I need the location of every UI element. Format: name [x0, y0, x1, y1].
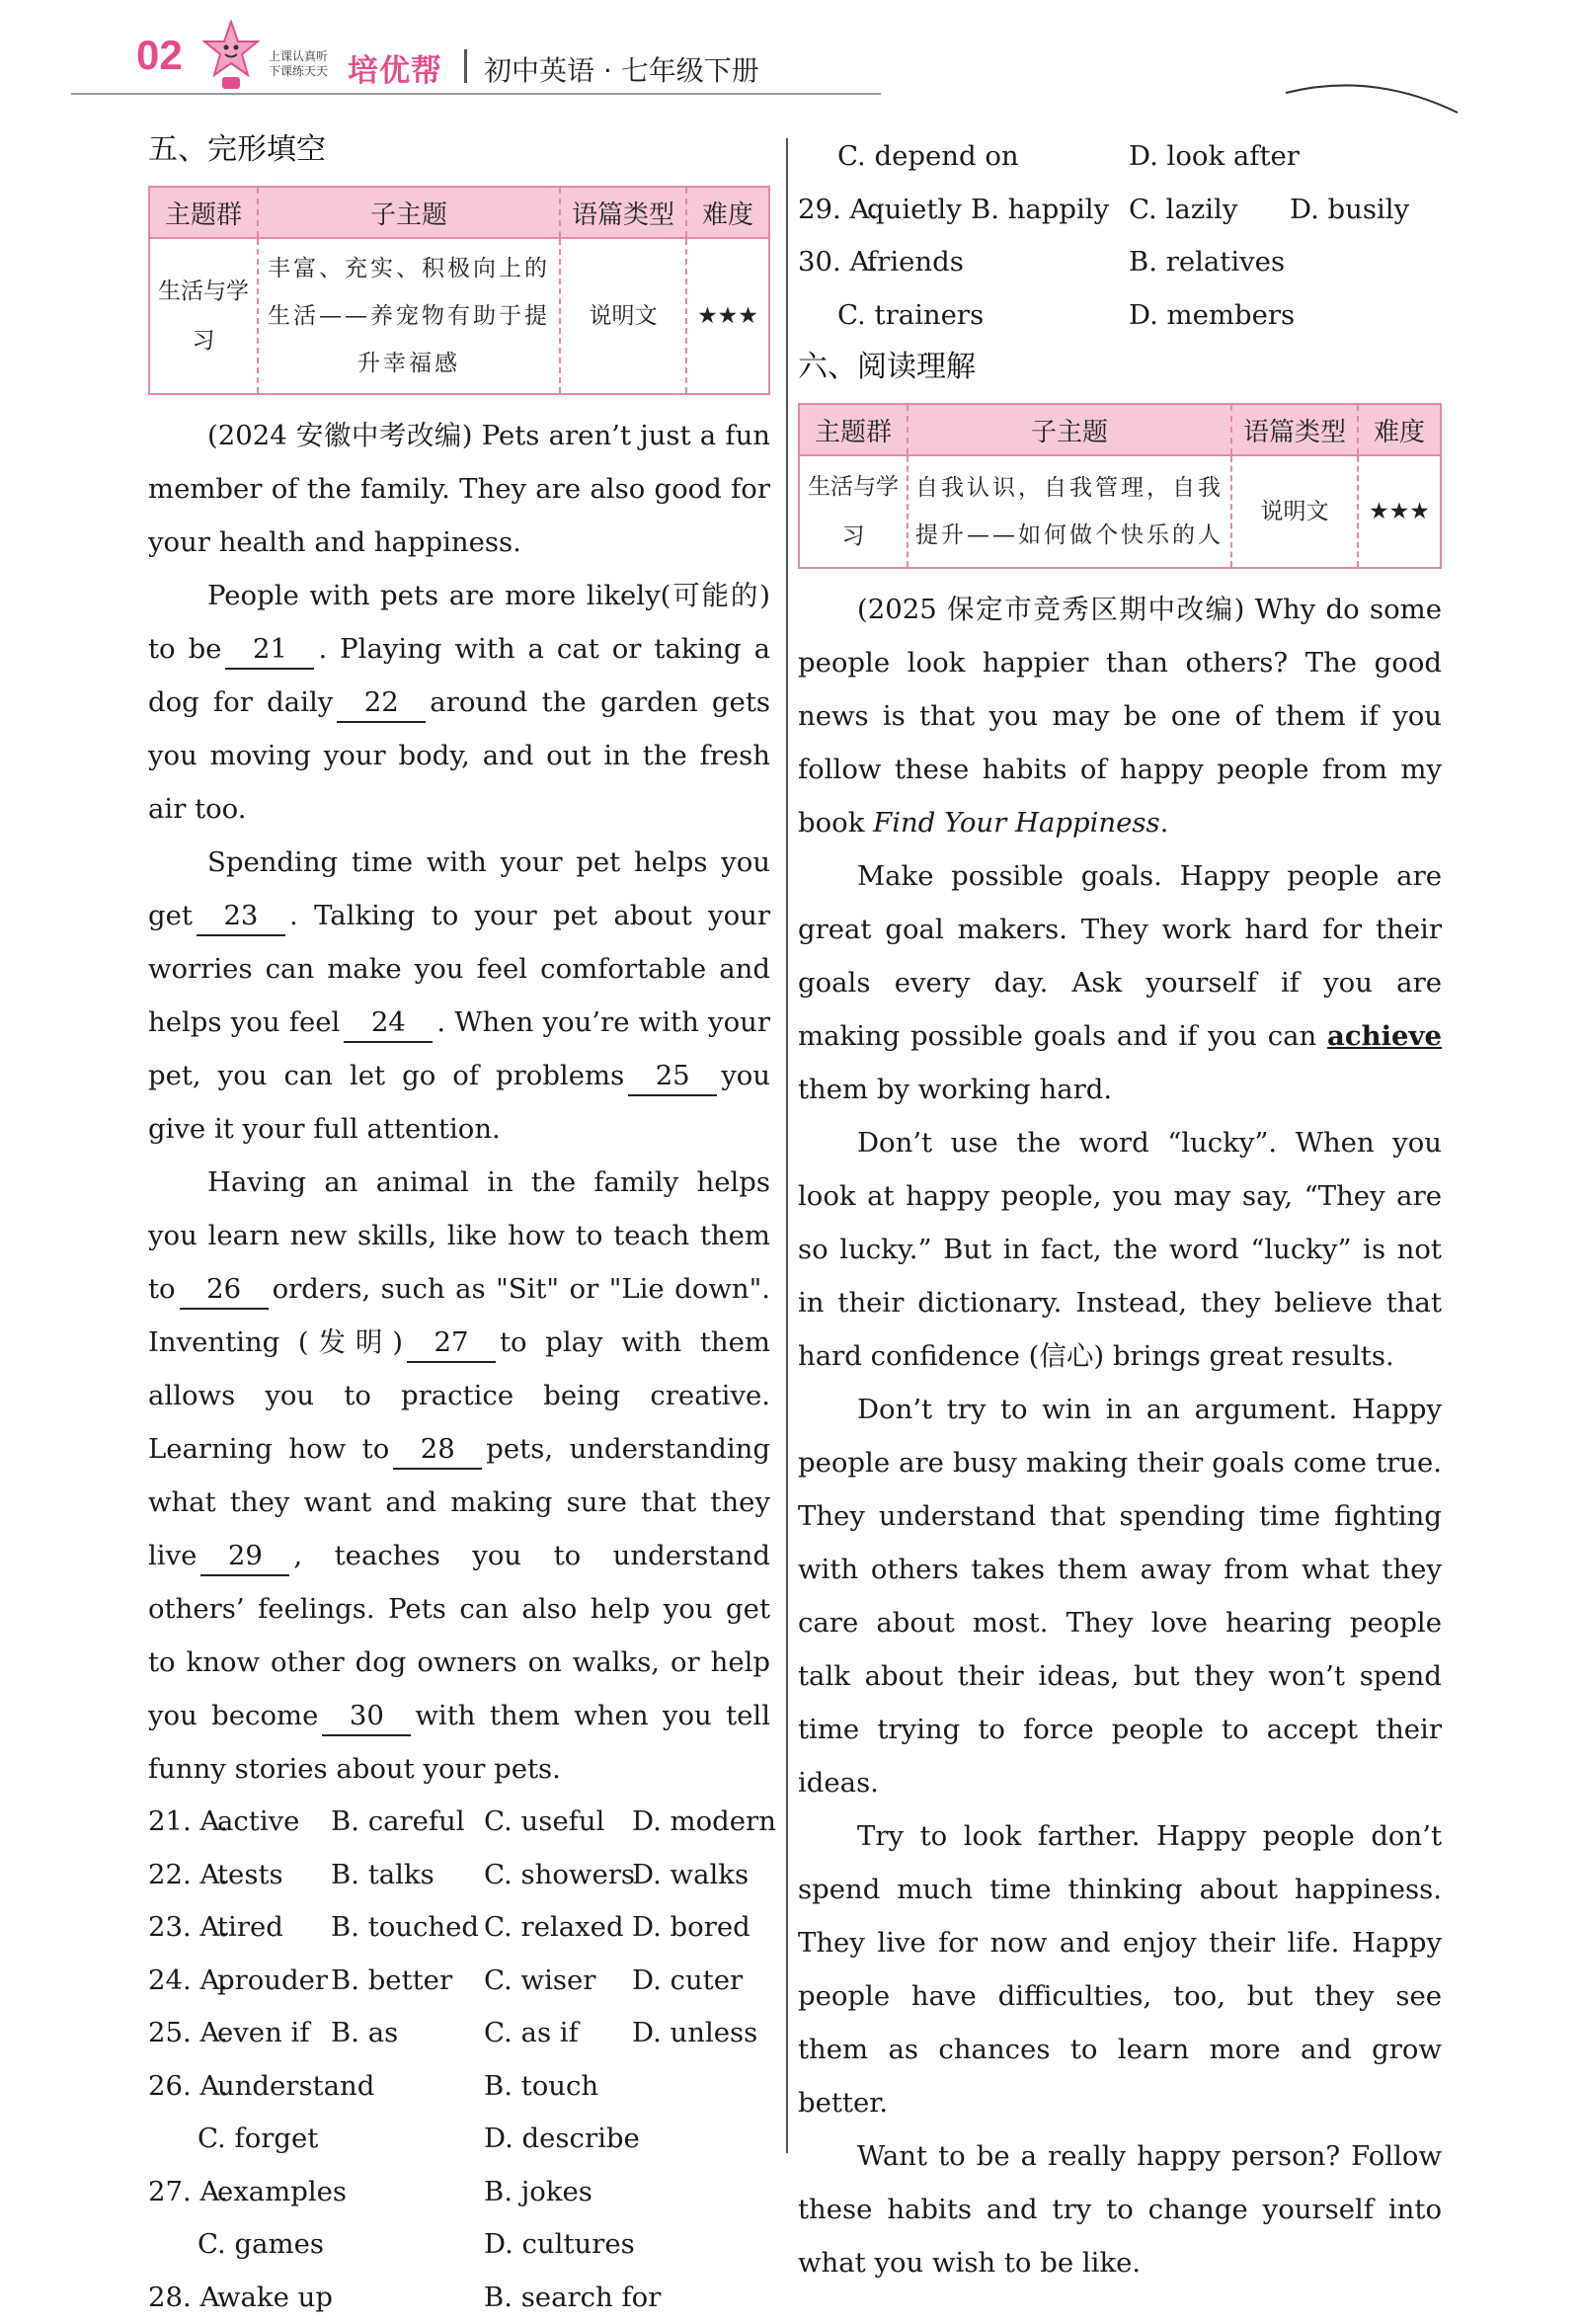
option[interactable]: C. showers [484, 1849, 635, 1902]
option-row: 26. A. understand B. touch [148, 2060, 770, 2114]
cloze-paragraph: People with pets are more likely(可能的) to be 21 . Playing with a cat or taking a dog for daily 22 around the garden gets you moving your body, and out in the fresh air too. [148, 569, 770, 836]
option[interactable]: understand [217, 2060, 374, 2114]
theme-group: 生活与学习 [799, 455, 908, 568]
theme-group: 生活与学习 [149, 238, 258, 394]
option[interactable]: quietly [867, 184, 962, 237]
option[interactable]: B. search for [484, 2272, 661, 2324]
header-divider [464, 49, 467, 83]
option-row: 30. A. friends B. relatives [798, 236, 1442, 289]
reading-paragraph: Want to be a really happy person? Follow these habits and try to change yourself into what you wish to be like. [798, 2129, 1442, 2289]
option-row [148, 2218, 770, 2272]
difficulty-stars: ★★★ [686, 238, 769, 394]
table-header: 主题群 [799, 404, 908, 455]
blank-21[interactable]: 21 [225, 630, 314, 670]
option[interactable]: C. useful [484, 1796, 604, 1849]
option-row [148, 2113, 770, 2166]
table-header: 主题群 [149, 187, 258, 238]
star-mascot-logo [202, 20, 260, 91]
option[interactable]: C. trainers [837, 289, 984, 343]
option-row [798, 289, 1442, 343]
reading-paragraph: (2025 保定市竞秀区期中改编) Why do some people look happier than others? The good news is that you may be one of them if you follow these habits of happy people from my book Find Your Happiness. [798, 583, 1442, 849]
option-row: 28. A. wake up B. search for [148, 2272, 770, 2324]
option[interactable]: C. lazily [1129, 184, 1237, 237]
blank-29[interactable]: 29 [200, 1537, 289, 1576]
option[interactable]: B. better [331, 1955, 452, 2008]
highlighted-word: achieve [1327, 1020, 1442, 1052]
genre: 说明文 [560, 238, 686, 394]
blank-26[interactable]: 26 [180, 1270, 269, 1310]
subtopic: 自我认识，自我管理，自我提升——如何做个快乐的人 [908, 455, 1231, 568]
option[interactable]: examples [217, 2166, 347, 2219]
blank-22[interactable]: 22 [337, 683, 426, 723]
slogan: 上课认真听 下课练天天 [269, 49, 328, 79]
option-row [798, 130, 1442, 184]
cloze-theme-table [148, 186, 770, 395]
reading-paragraph: Don’t try to win in an argument. Happy people are busy making their goals come true. They understand that spending time fighting with others takes them away from what they care about most. They love hearing people talk about their ideas, but they won’t spend time trying to force people to accept their ideas. [798, 1383, 1442, 1809]
option[interactable]: B. touch [484, 2060, 598, 2114]
option[interactable]: D. members [1129, 289, 1295, 343]
option[interactable]: wake up [217, 2272, 333, 2324]
option[interactable]: D. cuter [632, 1955, 743, 2008]
option[interactable]: B. jokes [484, 2166, 592, 2219]
option-row: 27. A. examples B. jokes [148, 2166, 770, 2219]
option-row: 29. A. quietly B. happily C. lazily D. busily [798, 184, 1442, 237]
option[interactable]: D. look after [1129, 130, 1300, 184]
option[interactable]: D. walks [632, 1849, 749, 1902]
option[interactable]: B. touched [331, 1901, 479, 1955]
cloze-paragraph: Spending time with your pet helps you get 23 . Talking to your pet about your worries can make you feel comfortable and helps you feel 24 . When you’re with your pet, you can let go of problems 25 you give it your full attention. [148, 836, 770, 1156]
reading-paragraph: Try to look farther. Happy people don’t spend much time thinking about happiness. They live for now and enjoy their life. Happy people have difficulties, too, but they see them as chances to learn more and grow better. [798, 1809, 1442, 2129]
blank-30[interactable]: 30 [322, 1697, 411, 1736]
option[interactable]: D. busily [1290, 184, 1409, 237]
option[interactable]: B. careful [331, 1796, 465, 1849]
right-column [798, 130, 1442, 2289]
blank-27[interactable]: 27 [407, 1323, 496, 1363]
option[interactable]: C. relaxed [484, 1901, 624, 1955]
table-header: 难度 [1358, 404, 1441, 455]
table-header: 语篇类型 [1231, 404, 1358, 455]
option[interactable]: C. forget [198, 2113, 318, 2166]
reading-paragraph: Make possible goals. Happy people are great goal makers. They work hard for their goals every day. Ask yourself if you are making possible goals and if you can achieve them by working hard. [798, 849, 1442, 1116]
option[interactable]: C. games [198, 2218, 324, 2272]
table-header: 语篇类型 [560, 187, 686, 238]
page-header [0, 0, 1580, 109]
option[interactable]: D. bored [632, 1901, 750, 1955]
subtopic: 丰富、充实、积极向上的生活——养宠物有助于提升幸福感 [258, 238, 560, 394]
series-title: 初中英语 · 七年级下册 [484, 49, 759, 89]
left-column [148, 130, 770, 2324]
table-header: 难度 [686, 187, 769, 238]
cloze-section-title: 五、完形填空 [148, 130, 770, 170]
table-header: 子主题 [908, 404, 1231, 455]
option-row: 24. A. prouder B. better C. wiser D. cuter [148, 1955, 770, 2008]
reading-theme-table [798, 403, 1442, 569]
cloze-paragraph: Having an animal in the family helps you learn new skills, like how to teach them to 26 orders, such as "Sit" or "Lie down". Inventing (发明) 27 to play with them allows you to practice being creative. Learning how to 28 pets, understanding what they want and making sure that they live 29 , teaches you to understand others’ feelings. Pets can also help you get to know other dog owners on walks, or help you become 30 with them when you tell funny stories about your pets. [148, 1156, 770, 1796]
genre: 说明文 [1231, 455, 1358, 568]
cloze-paragraph: (2024 安徽中考改编) Pets aren’t just a fun member of the family. They are also good for your health and happiness. [148, 409, 770, 569]
book-title: Find Your Happiness [873, 807, 1159, 839]
option-row: 22. A. tests B. talks C. showers D. walks [148, 1849, 770, 1902]
option-row: 23. A. tired B. touched C. relaxed D. bored [148, 1901, 770, 1955]
table-header: 子主题 [258, 187, 560, 238]
option-row: 21. A. active B. careful C. useful D. modern [148, 1796, 770, 1849]
option[interactable]: B. as [331, 2007, 398, 2060]
option[interactable]: C. as if [484, 2007, 579, 2060]
option[interactable]: D. modern [632, 1796, 776, 1849]
header-swoosh [1284, 77, 1462, 117]
option[interactable]: D. describe [484, 2113, 640, 2166]
reading-paragraph: Don’t use the word “lucky”. When you look at happy people, you may say, “They are so lucky.” But in fact, the word “lucky” is not in their dictionary. Instead, they believe that hard confidence (信心) brings great results. [798, 1116, 1442, 1383]
difficulty-stars: ★★★ [1358, 455, 1441, 568]
reading-section-title: 六、阅读理解 [798, 348, 1442, 387]
option[interactable]: friends [867, 236, 964, 289]
cloze-options [148, 1796, 770, 2324]
option[interactable]: B. talks [331, 1849, 434, 1902]
blank-24[interactable]: 24 [344, 1003, 433, 1043]
option[interactable]: C. wiser [484, 1955, 595, 2008]
blank-28[interactable]: 28 [393, 1430, 482, 1470]
cloze-options-continued [798, 130, 1442, 342]
option-row: 25. A. even if B. as C. as if D. unless [148, 2007, 770, 2060]
option[interactable]: D. cultures [484, 2218, 635, 2272]
blank-25[interactable]: 25 [628, 1057, 717, 1096]
option[interactable]: D. unless [632, 2007, 757, 2060]
column-divider [786, 138, 788, 2153]
option[interactable]: B. happily [971, 184, 1109, 237]
option[interactable]: C. depend on [837, 130, 1019, 184]
page-number: 02 [136, 32, 183, 79]
option[interactable]: B. relatives [1129, 236, 1285, 289]
brand-name: 培优帮 [348, 45, 442, 90]
header-rule [71, 93, 881, 95]
blank-23[interactable]: 23 [197, 897, 285, 936]
